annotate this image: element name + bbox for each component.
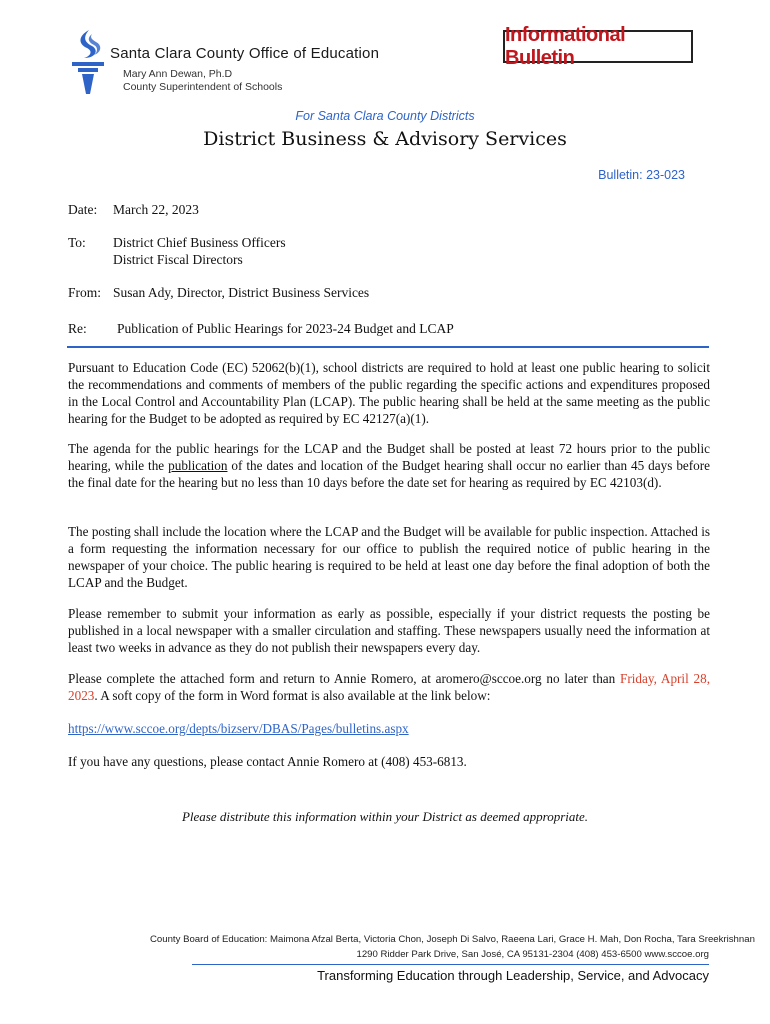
paragraph-2 <box>68 440 710 491</box>
link-line <box>68 720 710 737</box>
paragraph-2-end: of the dates and location of the Budget hearing shall occur no earlier than 45 days before the final date for the hearing but no less than 10 days before the date set for hearing as required by EC 42103(d). <box>68 458 710 490</box>
tagline: Transforming Education through Leadership, Service, and Advocacy <box>317 968 709 983</box>
bulletins-link[interactable]: https://www.sccoe.org/depts/bizserv/DBAS/Pages/bulletins.aspx <box>68 721 409 736</box>
paragraph-3 <box>68 523 710 591</box>
paragraph-5 <box>68 670 710 704</box>
header-divider <box>67 346 709 348</box>
for-districts-line: For Santa Clara County Districts <box>295 109 475 123</box>
superintendent-name: Mary Ann Dewan, Ph.D <box>123 68 233 80</box>
informational-bulletin-badge: Informational Bulletin <box>503 30 693 63</box>
from-value: Susan Ady, Director, District Business Services <box>113 285 370 300</box>
re-label: Re: <box>68 321 87 336</box>
distribution-note: Please distribute this information within your District as deemed appropriate. <box>181 809 589 824</box>
paragraph-5-start: Please complete the attached form and return to Annie Romero, at aromero@sccoe.org no later than <box>68 671 621 686</box>
paragraph-1-text: Pursuant to Education Code (EC) 52062(b)(1), school districts are required to hold at least one public hearing to solicit the recommendations and comments of members of the public regarding the specific actions and expenditures proposed in the Local Control and Accountability Plan (LCAP). The public hearing shall be held at the same meeting as the public hearing for the Budget to be adopted as required by EC 42127(a)(1). <box>68 360 710 426</box>
department-title: District Business & Advisory Services <box>203 128 567 150</box>
to-recipient-1: District Chief Business Officers <box>113 235 286 250</box>
paragraph-2-text <box>68 440 710 491</box>
paragraph-6 <box>68 753 710 770</box>
paragraph-6-text: If you have any questions, please contact Annie Romero at (408) 453-6813. <box>68 754 467 769</box>
to-label: To: <box>68 235 86 250</box>
office-address: 1290 Ridder Park Drive, San José, CA 95131-2304 (408) 453-6500 www.sccoe.org <box>356 949 709 960</box>
paragraph-3-text: The posting shall include the location where the LCAP and the Budget will be available for public inspection. Attached is a form requesting the information necessary for our office to publish the required notice of public hearing in the newspaper of your choice. The public hearing is required to be held at least one day before the final adoption of both the LCAP and the Budget. <box>68 524 710 590</box>
date-value: March 22, 2023 <box>113 202 199 217</box>
torch-logo-icon <box>70 28 106 96</box>
footer-divider <box>192 964 709 965</box>
bulletin-number: Bulletin: 23-023 <box>598 168 685 182</box>
date-label: Date: <box>68 202 98 217</box>
paragraph-1 <box>68 359 710 427</box>
paragraph-5-end: . A soft copy of the form in Word format is also available at the link below: <box>94 688 491 703</box>
paragraph-2-start: The agenda for the public hearings for the LCAP and the Budget shall be posted at least 72 hours prior to the public hearing, while the <box>68 441 710 473</box>
deadline-date: Friday, April 28, 2023 <box>68 671 710 703</box>
publication-underlined: publication <box>168 458 228 473</box>
paragraph-4 <box>68 605 710 656</box>
from-label: From: <box>68 285 102 300</box>
superintendent-title: County Superintendent of Schools <box>123 81 283 93</box>
org-name: Santa Clara County Office of Education <box>110 45 380 62</box>
re-subject: Publication of Public Hearings for 2023-24 Budget and LCAP <box>117 321 454 336</box>
paragraph-4-text: Please remember to submit your information as early as possible, especially if your district requests the posting be published in a local newspaper with a smaller circulation and staffing. These newspapers usually need the information at least two weeks in advance as they do not publish their newspapers every day. <box>68 606 710 655</box>
paragraph-5-text <box>68 670 710 704</box>
board-members: County Board of Education: Maimona Afzal Berta, Victoria Chon, Joseph Di Salvo, Raeena Lari, Grace H. Mah, Don Rocha, Tara Sreekrishnan <box>150 934 755 945</box>
to-recipient-2: District Fiscal Directors <box>113 252 243 267</box>
